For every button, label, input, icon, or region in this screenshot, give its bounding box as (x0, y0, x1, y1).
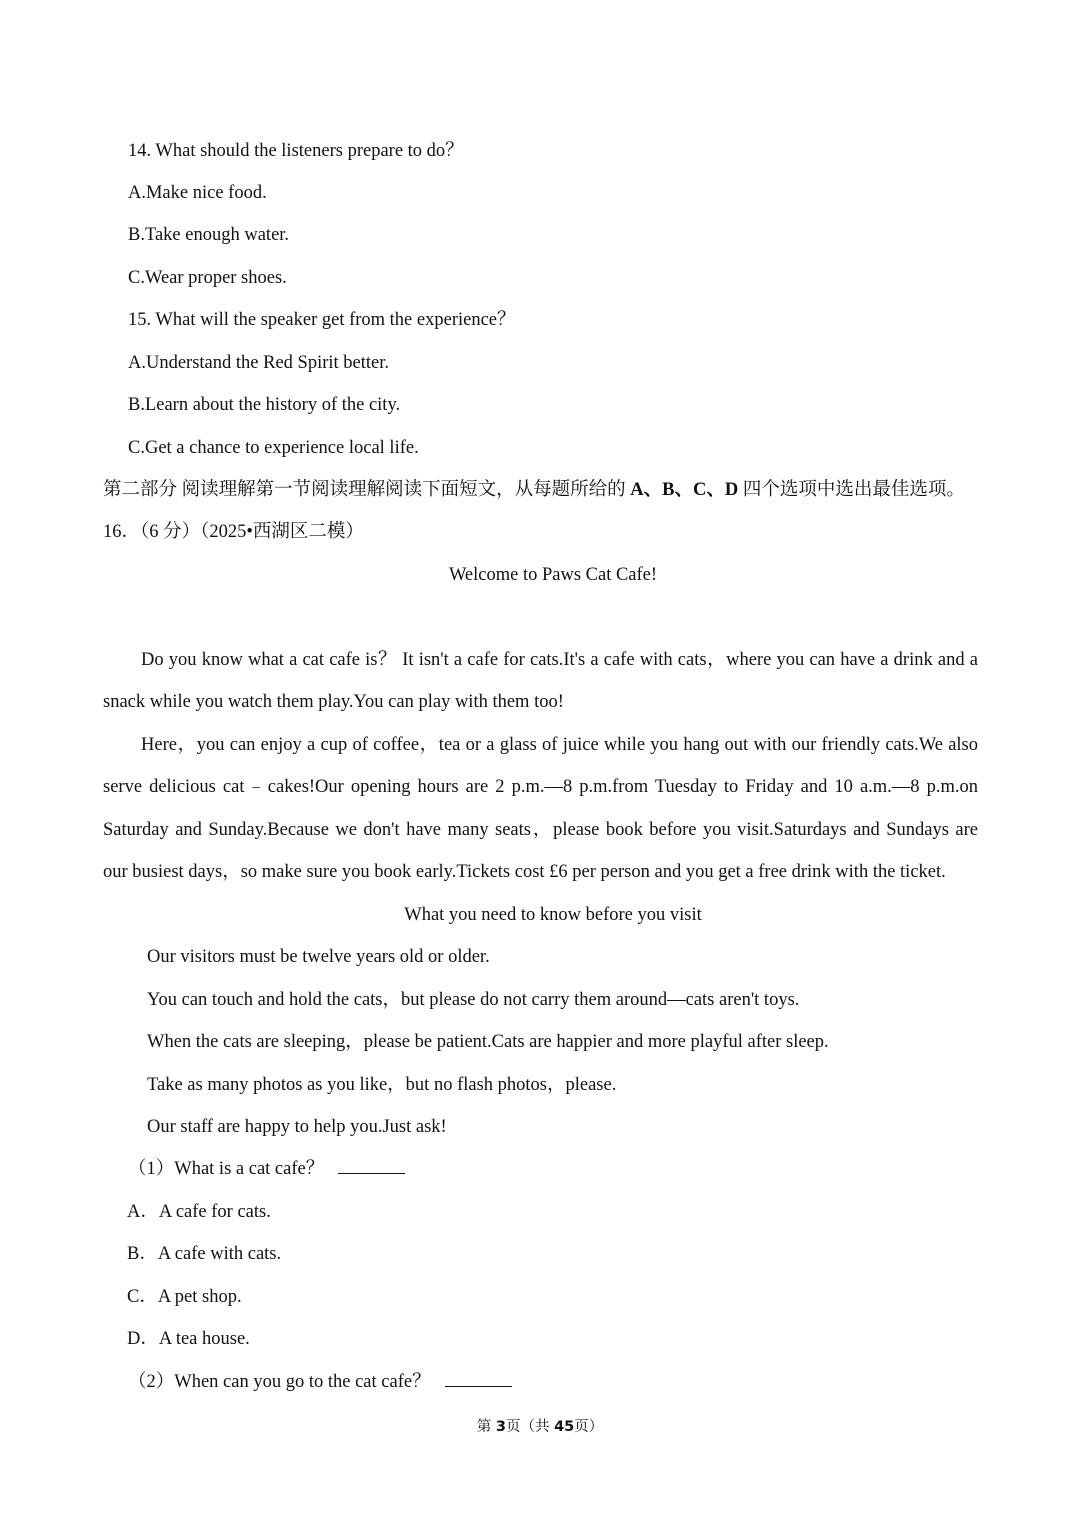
sub-question-1 (128, 1157, 405, 1181)
sub-q1-option-a: A．A cafe for cats. (127, 1202, 271, 1222)
sub-q1-option-b: B．A cafe with cats. (127, 1244, 282, 1264)
section-heading-text-end: 四个选项中选出最佳选项。 (738, 480, 965, 500)
section-heading-letters: A、B、C、D (630, 480, 739, 500)
footer-text: 页（共 (505, 1419, 555, 1435)
q15-option-a: A.Understand the Red Spirit better. (128, 353, 390, 373)
footer-page-number: 3 (495, 1419, 506, 1435)
q14-option-a: A.Make nice food. (128, 183, 267, 203)
sub-question-1-stem: （1）What is a cat cafe？ (128, 1159, 325, 1179)
rule-item: Our visitors must be twelve years old or older. (147, 947, 490, 967)
page-footer (0, 1416, 1080, 1438)
question-15: 15. What will the speaker get from the experience？ (128, 310, 516, 330)
q14-option-b: B.Take enough water. (128, 225, 290, 245)
paragraph-2-line-2: serve delicious cat﹣cakes!Our opening hours are 2 p.m.—8 p.m.from Tuesday to Friday and 10 a.m.—8 p.m.on (103, 777, 978, 797)
paragraph-2-line-4: our busiest days，so make sure you book early.Tickets cost £6 per person and you get a free drink with the ticket. (103, 862, 946, 882)
answer-blank (338, 1160, 405, 1174)
paragraph-1-line-2: snack while you watch them play.You can play with them too! (103, 692, 564, 712)
passage-title: Welcome to Paws Cat Cafe! (448, 565, 658, 585)
footer-text: 页） (574, 1419, 604, 1435)
question-16-header: 16．（6 分）（2025•西湖区二模） (103, 522, 364, 542)
footer-total-pages: 45 (554, 1419, 575, 1435)
rule-item: When the cats are sleeping，please be patient.Cats are happier and more playful after sleep. (147, 1032, 829, 1052)
question-14: 14. What should the listeners prepare to do？ (128, 141, 464, 161)
q15-option-c: C.Get a chance to experience local life. (128, 438, 419, 458)
rule-item: Our staff are happy to help you.Just ask! (147, 1117, 447, 1137)
sub-q1-option-c: C．A pet shop. (127, 1287, 242, 1307)
footer-text: 第 (476, 1419, 496, 1435)
rules-title: What you need to know before you visit (404, 905, 702, 925)
paragraph-2-line-1: Here，you can enjoy a cup of coffee，tea or a glass of juice while you hang out with our friendly cats.We also (141, 735, 978, 755)
section-heading-text: 第二部分 阅读理解第一节阅读理解阅读下面短文，从每题所给的 (103, 480, 631, 500)
paragraph-2-line-3: Saturday and Sunday.Because we don't have many seats，please book before you visit.Saturdays and Sundays are (103, 820, 978, 840)
q14-option-c: C.Wear proper shoes. (128, 268, 287, 288)
sub-q1-option-d: D．A tea house. (127, 1329, 250, 1349)
section-heading (103, 478, 965, 502)
rule-item: Take as many photos as you like，but no flash photos，please. (147, 1075, 617, 1095)
rule-item: You can touch and hold the cats，but please do not carry them around—cats aren't toys. (147, 990, 800, 1010)
answer-blank (445, 1373, 512, 1387)
paragraph-1-line-1: Do you know what a cat cafe is？ It isn't a cafe for cats.It's a cafe with cats，where you can have a drink and a (141, 650, 978, 670)
sub-question-2 (128, 1370, 512, 1394)
sub-question-2-stem: （2）When can you go to the cat cafe？ (128, 1372, 431, 1392)
q15-option-b: B.Learn about the history of the city. (128, 395, 401, 415)
